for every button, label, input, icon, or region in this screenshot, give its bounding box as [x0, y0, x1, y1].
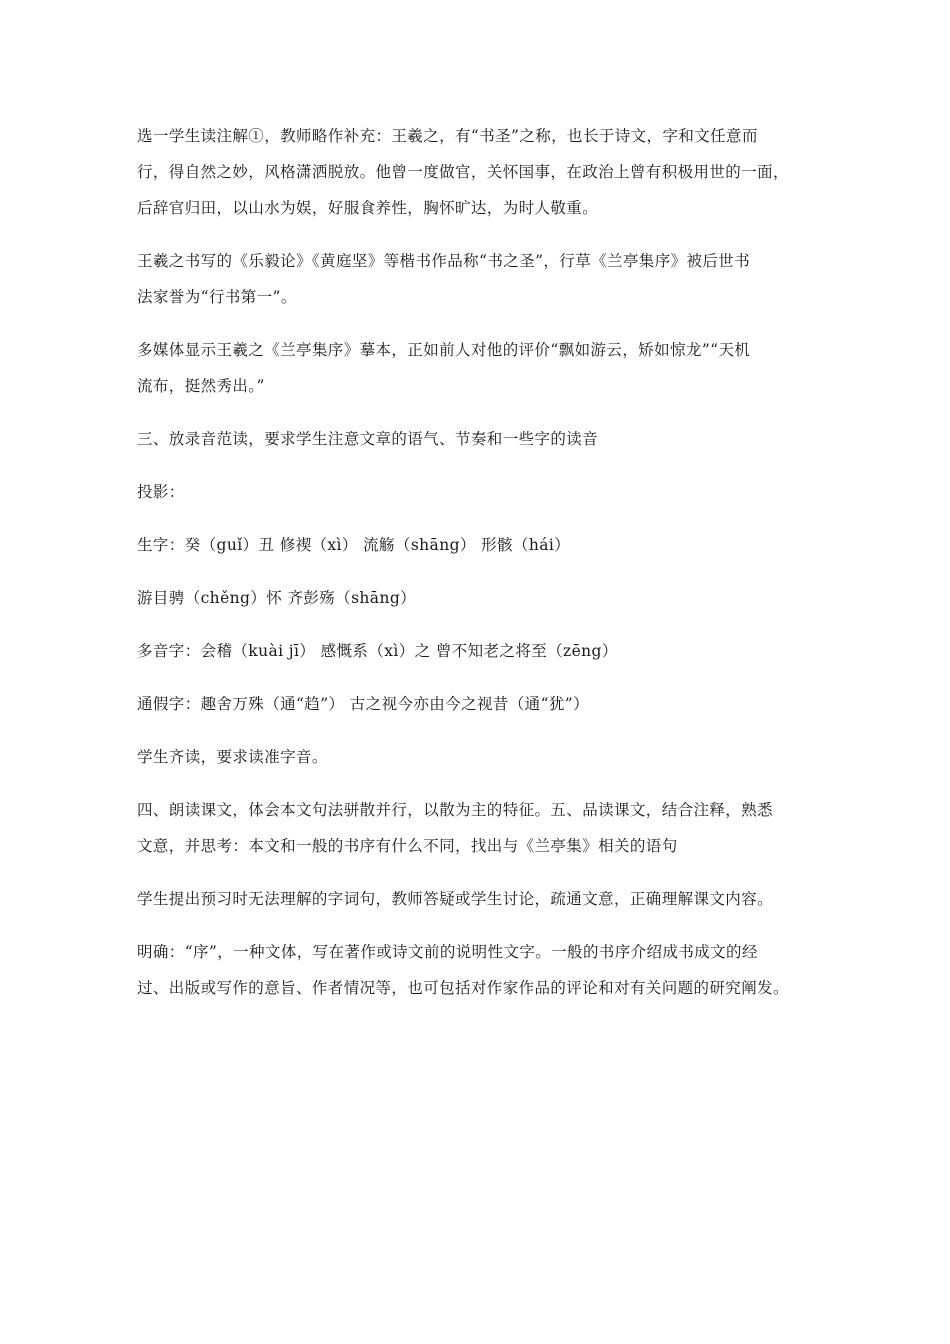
- text-line: 游目骋（chěng）怀 齐彭殇（shāng）: [137, 589, 417, 607]
- paragraph-projection: [137, 474, 827, 510]
- text-line: 明确：“序”，一种文体，写在著作或诗文前的说明性文字。一般的书序介绍成书成文的经: [137, 943, 758, 961]
- text-line: 王羲之书写的《乐毅论》《黄庭坚》等楷书作品称“书之圣”，行草《兰亭集序》被后世书: [137, 252, 751, 270]
- text-line: 流布，挺然秀出。”: [137, 377, 265, 395]
- paragraph-step-four-five: [137, 792, 827, 864]
- paragraph-new-characters: [137, 527, 827, 563]
- text-line: 投影：: [137, 483, 185, 501]
- text-line: 文意，并思考：本文和一般的书序有什么不同，找出与《兰亭集》相关的语句: [137, 837, 678, 855]
- text-line: 学生提出预习时无法理解的字词句，教师答疑或学生讨论，疏通文意，正确理解课文内容。: [137, 890, 774, 908]
- paragraph-definition: [137, 934, 827, 1006]
- paragraph-works: [137, 243, 827, 315]
- text-line: 四、朗读课文，体会本文句法骈散并行，以散为主的特征。五、品读课文，结合注释，熟悉: [137, 801, 774, 819]
- paragraph-annotation: [137, 118, 827, 226]
- text-line: 通假字：趣舍万殊（通“趋”） 古之视今亦由今之视昔（通“犹”）: [137, 695, 590, 713]
- paragraph-multimedia: [137, 332, 827, 404]
- paragraph-reading-aloud: [137, 739, 827, 775]
- paragraph-new-characters-2: [137, 580, 827, 616]
- text-line: 学生齐读，要求读准字音。: [137, 748, 328, 766]
- text-line: 选一学生读注解①，教师略作补充：王羲之，有“书圣”之称，也长于诗文，字和文任意而: [137, 127, 758, 145]
- paragraph-step-three: [137, 421, 827, 457]
- text-line: 多媒体显示王羲之《兰亭集序》摹本，正如前人对他的评价“飘如游云，矫如惊龙”“天机: [137, 341, 751, 359]
- text-line: 三、放录音范读，要求学生注意文章的语气、节奏和一些字的读音: [137, 430, 599, 448]
- text-line: 行，得自然之妙，风格潇洒脱放。他曾一度做官，关怀国事，在政治上曾有积极用世的一面，: [137, 163, 789, 181]
- paragraph-interchangeable: [137, 686, 827, 722]
- text-line: 多音字：会稽（kuài jī） 感慨系（xì）之 曾不知老之将至（zēng）: [137, 642, 618, 660]
- paragraph-discussion: [137, 881, 827, 917]
- document-body: [137, 118, 827, 1023]
- paragraph-polyphonic: [137, 633, 827, 669]
- text-line: 法家誉为“行书第一”。: [137, 288, 297, 306]
- text-line: 后辞官归田，以山水为娱，好服食养性，胸怀旷达，为时人敬重。: [137, 199, 599, 217]
- text-line: 生字：癸（guǐ）丑 修禊（xì） 流觞（shāng） 形骸（hái）: [137, 536, 571, 554]
- text-line: 过、出版或写作的意旨、作者情况等，也可包括对作家作品的评论和对有关问题的研究阐发。: [137, 979, 789, 997]
